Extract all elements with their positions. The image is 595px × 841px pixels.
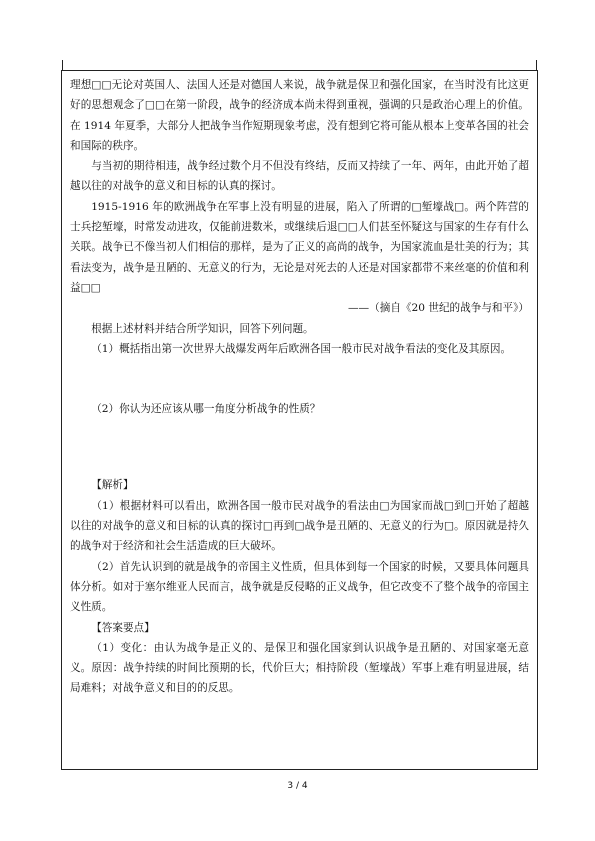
material-paragraph-2: 与当初的期待相违，战争经过数个月不但没有终结，反而又持续了一年、两年，由此开始了超越以往的对战争的意义和目标的认真的探讨。	[70, 160, 529, 193]
analysis-2: （2）首先认识到的就是战争的帝国主义性质，但具体到每一个国家的时候，又要具体问题具体分析。如对于塞尔维亚人民而言，战争就是反侵略的正义战争，但它改变不了整个战争的帝国主义性质。	[70, 560, 529, 614]
answer-space-1	[70, 359, 529, 399]
material-paragraph-1: 理想□□无论对英国人、法国人还是对德国人来说，战争就是保卫和强化国家，在当时没有比这更好的思想观念了□□在第一阶段，战争的经济成本尚未得到重视，强调的只是政治心理上的价值。在 1914 年夏季，大部分人把战争当作短期现象考虑，没有想到它将可能从根本上变革各国的社会和国际的秩序。	[70, 79, 529, 152]
question-content	[70, 75, 529, 699]
page-number: 3 / 4	[287, 781, 308, 791]
analysis-1: （1）根据材料可以看出，欧洲各国一般市民对战争的看法由□为国家而战□到□开始了超越以往的对战争的意义和目标的认真的探讨□再到□战争是丑陋的、无意义的行为□。原因就是持久的战争对于经济和社会生活造成的巨大破坏。	[70, 499, 529, 553]
answer-space-2	[70, 419, 529, 475]
question-2: （2）你认为还应该从哪一角度分析战争的性质？	[91, 403, 321, 416]
material-source: ——（摘自《20 世纪的战争与和平》）	[347, 302, 529, 315]
material-paragraph-3: 1915-1916 年的欧洲战争在军事上没有明显的进展，陷入了所谓的□堑壕战□。两个阵营的士兵挖堑壕，时常发动进攻，仅能前进数米，或继续后退□□人们甚至怀疑这与国家的生存有什么关联。战争已不像当初人们相信的那样，是为了正义的高尚的战争，为国家流血是壮美的行为；其看法变为，战争是丑陋的、无意义的行为，无论是对死去的人还是对国家都带不来丝毫的价值和利益□□	[70, 200, 529, 294]
answer-text: （1）变化：由认为战争是正义的、是保卫和强化国家到认识战争是丑陋的、对国家毫无意义。原因：战争持续的时间比预期的长，代价巨大；相持阶段（堑壕战）军事上难有明显进展，结局难料；对战争意义和目的的反思。	[70, 641, 529, 695]
questions-intro: 根据上述材料并结合所学知识，回答下列问题。	[91, 322, 314, 335]
question-box	[61, 70, 538, 770]
analysis-heading: 【解析】	[91, 479, 134, 492]
answer-heading: 【答案要点】	[91, 621, 155, 634]
question-1: （1）概括指出第一次世界大战爆发两年后欧洲各国一般市民对战争看法的变化及其原因。	[91, 342, 512, 355]
